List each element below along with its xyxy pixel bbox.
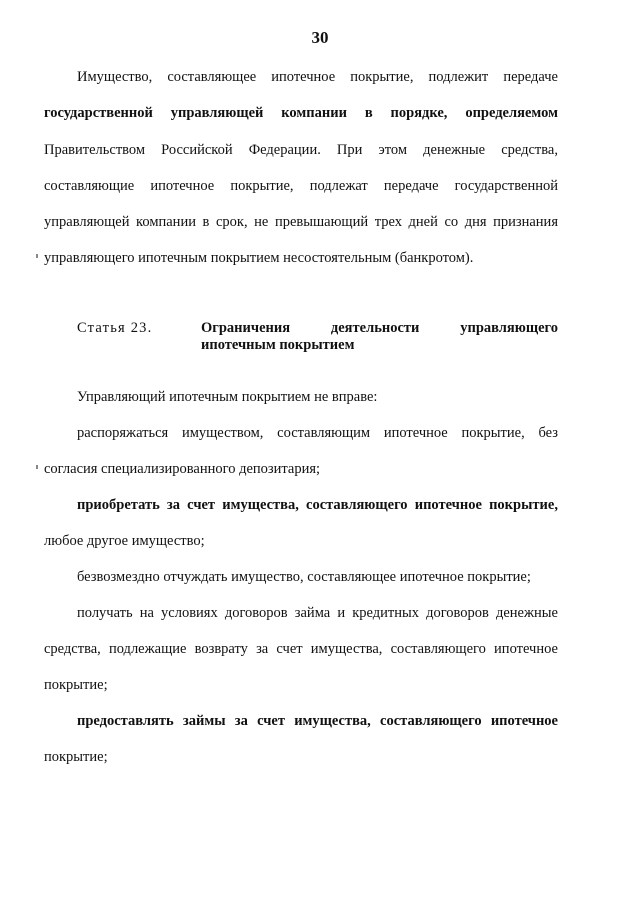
article-label: Статья 23.	[77, 320, 153, 336]
word: в	[202, 214, 210, 230]
word: в	[364, 105, 373, 121]
word: условиях	[161, 605, 218, 621]
word: составляющего	[390, 641, 486, 657]
word: компании	[136, 214, 196, 230]
word: счет	[187, 497, 216, 513]
word: составляющим	[277, 425, 371, 441]
word: за	[234, 713, 248, 729]
item-4-line-2	[44, 640, 558, 658]
word: дня	[464, 214, 487, 230]
paragraph-1-line-1	[77, 68, 558, 86]
paragraph-1-line-3	[44, 141, 558, 159]
word: счет	[257, 713, 285, 729]
word: не	[254, 214, 269, 230]
word: Российской	[161, 142, 233, 158]
item-1-line-1	[77, 424, 558, 442]
word: составляющее	[167, 69, 257, 85]
item-4-line-1	[77, 604, 558, 622]
word: покрытие,	[489, 497, 558, 513]
word: управляющей	[44, 214, 130, 230]
paragraph-1-line-5	[44, 213, 558, 231]
word: этом	[378, 142, 408, 158]
word: приобретать	[77, 497, 160, 513]
item-5-line-2: покрытие;	[44, 749, 108, 765]
word: передаче	[383, 178, 439, 194]
word: управляющего	[460, 320, 558, 336]
word: определяемом	[465, 105, 558, 121]
word: предоставлять	[77, 713, 174, 729]
word: покрытие,	[350, 69, 414, 85]
word: срок,	[215, 214, 248, 230]
word: ипотечное	[383, 425, 448, 441]
article-title-line-2: ипотечным покрытием	[201, 337, 355, 353]
word: со	[444, 214, 459, 230]
word: займа	[294, 605, 331, 621]
word: ипотечное	[490, 713, 558, 729]
item-3-line-1: безвозмездно отчуждать имущество, составляющее ипотечное покрытие;	[77, 569, 531, 585]
item-2-line-2: любое другое имущество;	[44, 533, 205, 549]
item-5-line-1	[77, 712, 558, 730]
word: превышающий	[274, 214, 369, 230]
item-4-line-3: покрытие;	[44, 677, 108, 693]
word: подлежащие	[108, 641, 187, 657]
word: имуществом,	[181, 425, 264, 441]
word: средства,	[44, 641, 101, 657]
word: получать	[77, 605, 133, 621]
word: признания	[493, 214, 558, 230]
word: денежные	[423, 142, 486, 158]
word: за	[256, 641, 269, 657]
word: ипотечное	[271, 69, 336, 85]
scan-mark	[36, 465, 38, 469]
word: составляющего	[380, 713, 482, 729]
word: имущества,	[294, 713, 371, 729]
word: имущества,	[310, 641, 383, 657]
word: ипотечное	[150, 178, 215, 194]
word: договоров	[426, 605, 489, 621]
word: составляющего	[306, 497, 408, 513]
word: государственной	[44, 105, 153, 121]
article-title-line-1	[201, 319, 558, 337]
word: кредитных	[352, 605, 419, 621]
word: возврату	[194, 641, 248, 657]
word: трех	[374, 214, 402, 230]
word: займы	[182, 713, 226, 729]
word: подлежат	[309, 178, 368, 194]
word: Имущество,	[77, 69, 153, 85]
scan-mark	[36, 254, 38, 258]
article-intro: Управляющий ипотечным покрытием не вправе:	[77, 389, 378, 405]
word: и	[337, 605, 346, 621]
item-1-line-2: согласия специализированного депозитария;	[44, 461, 321, 477]
page-number: 30	[311, 28, 329, 47]
word: подлежит	[428, 69, 489, 85]
word: ипотечное	[414, 497, 482, 513]
word: государственной	[454, 178, 558, 194]
paragraph-1-line-6: управляющего ипотечным покрытием несостоятельным (банкротом).	[44, 250, 474, 266]
item-2-line-1	[77, 496, 558, 514]
word: без	[538, 425, 558, 441]
word: за	[166, 497, 180, 513]
word: При	[336, 142, 363, 158]
paragraph-1-line-4	[44, 177, 558, 195]
word: Правительством	[44, 142, 146, 158]
word: имущества,	[222, 497, 299, 513]
word: Федерации.	[248, 142, 321, 158]
word: распоряжаться	[77, 425, 169, 441]
word: передаче	[503, 69, 558, 85]
word: на	[139, 605, 154, 621]
word: составляющие	[44, 178, 135, 194]
word: средства,	[501, 142, 558, 158]
word: компании	[281, 105, 347, 121]
word: управляющей	[170, 105, 264, 121]
word: покрытие,	[230, 178, 294, 194]
word: договоров	[224, 605, 288, 621]
word: деятельности	[330, 320, 420, 336]
word: Ограничения	[201, 320, 291, 336]
word: счет	[276, 641, 303, 657]
paragraph-1-line-2	[44, 104, 558, 122]
word: покрытие,	[461, 425, 525, 441]
word: порядке,	[390, 105, 448, 121]
word: ипотечное	[494, 641, 558, 657]
word: денежные	[495, 605, 558, 621]
word: дней	[408, 214, 438, 230]
